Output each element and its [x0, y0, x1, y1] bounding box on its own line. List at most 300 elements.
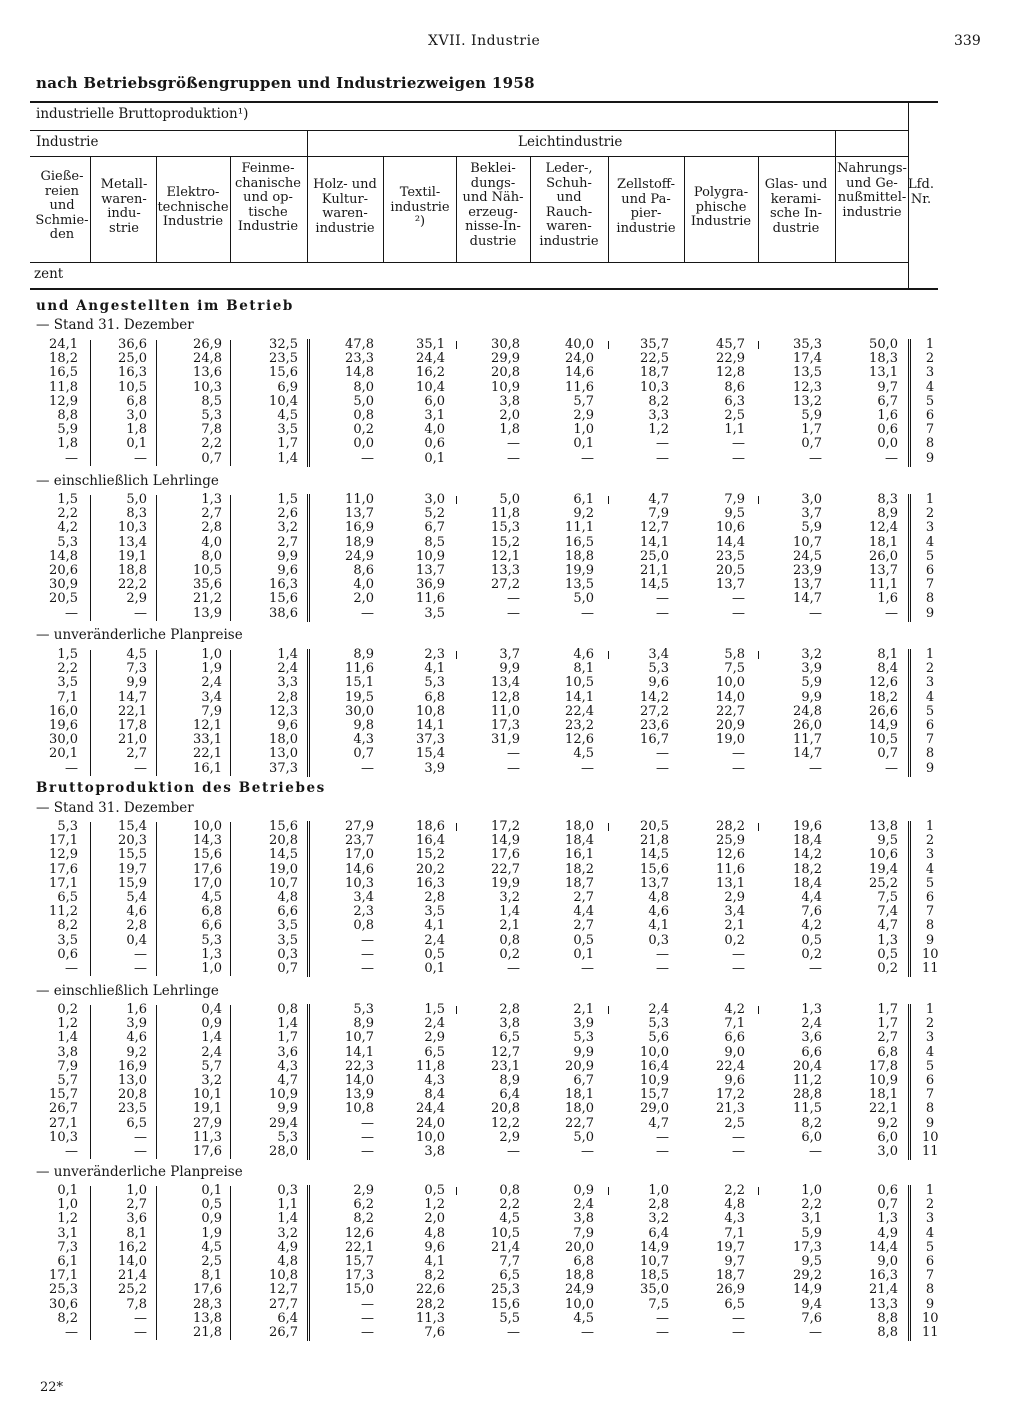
table-cell: 1,0 — [126, 1183, 147, 1198]
table-cell: 22,4 — [565, 703, 594, 719]
row-number: 8 — [925, 746, 935, 762]
table-cell: — — [656, 450, 669, 466]
table-cell: 6,5 — [126, 1115, 147, 1131]
table-cell: 2,0 — [353, 591, 374, 607]
table-cell: 17,6 — [193, 1144, 222, 1159]
table-cell: 4,7 — [648, 1115, 669, 1131]
table-cell: — — [732, 605, 745, 621]
table-cell: 4,7 — [877, 918, 898, 934]
table-cell: 3,4 — [201, 689, 222, 705]
table-cell: 19,1 — [193, 1101, 222, 1117]
table-cell: 23,5 — [716, 548, 745, 564]
table-cell: — — [732, 1129, 745, 1145]
footer-mark: 22* — [40, 1380, 64, 1395]
table-cell: 14,3 — [193, 833, 222, 849]
table-cell: — — [507, 1325, 520, 1340]
table-cell: 20,3 — [118, 833, 147, 849]
table-cell: 14,4 — [716, 534, 745, 550]
table-cell: 0,9 — [201, 1211, 222, 1227]
table-cell: 14,9 — [640, 1239, 669, 1255]
table-cell: 22,5 — [640, 351, 669, 367]
table-cell: 10,9 — [491, 379, 520, 395]
table-cell: 37,3 — [416, 732, 445, 748]
table-cell: — — [361, 946, 374, 962]
table-cell: 5,3 — [648, 661, 669, 677]
table-cell: — — [809, 450, 822, 466]
table-cell: 5,4 — [126, 890, 147, 905]
table-cell: 18,3 — [869, 351, 898, 367]
table-row — [0, 395, 1024, 409]
table-cell: 3,8 — [424, 1144, 445, 1159]
table-cell: — — [134, 946, 147, 962]
table-cell: 17,8 — [118, 718, 147, 733]
table-cell: 6,7 — [424, 520, 445, 536]
table-cell: — — [134, 1144, 147, 1159]
table-cell: 10,5 — [565, 675, 594, 691]
table-cell: 2,8 — [201, 520, 222, 536]
table-cell: 3,5 — [277, 422, 298, 438]
table-cell: 3,2 — [277, 520, 298, 536]
table-cell: — — [507, 436, 520, 452]
table-cell: 2,7 — [201, 506, 222, 522]
table-cell: 25,3 — [49, 1282, 78, 1298]
table-row — [0, 1227, 1024, 1241]
table-cell: 8,3 — [126, 506, 147, 522]
table-cell: 0,0 — [877, 436, 898, 452]
table-cell: 14,7 — [793, 591, 822, 607]
table-cell: 8,2 — [353, 1211, 374, 1227]
row-number: 7 — [925, 1268, 935, 1284]
table-cell: 13,4 — [491, 675, 520, 691]
table-cell: 26,7 — [49, 1101, 78, 1117]
table-cell: 8,1 — [573, 661, 594, 677]
table-cell: 13,5 — [793, 365, 822, 381]
table-cell: 0,5 — [424, 1183, 445, 1198]
table-cell: 18,0 — [565, 819, 594, 834]
table-row — [0, 1088, 1024, 1102]
table-row — [0, 705, 1024, 719]
table-cell: 30,8 — [491, 337, 520, 352]
table-cell: 7,8 — [126, 1296, 147, 1312]
table-cell: 5,2 — [424, 506, 445, 522]
table-cell: 4,1 — [424, 661, 445, 677]
table-cell: 10,6 — [716, 520, 745, 536]
table-cell: 18,7 — [716, 1268, 745, 1284]
table-cell: 5,3 — [277, 1129, 298, 1145]
table-cell: 6,5 — [424, 1044, 445, 1060]
table-cell: 17,3 — [793, 1239, 822, 1255]
row-number: 4 — [925, 379, 935, 395]
table-cell: 6,6 — [277, 904, 298, 920]
table-row — [0, 662, 1024, 676]
table-cell: 1,3 — [201, 946, 222, 962]
table-cell: 10,0 — [716, 675, 745, 691]
table-cell: 6,0 — [801, 1129, 822, 1145]
table-cell: 1,2 — [424, 1197, 445, 1213]
table-cell: 1,6 — [126, 1002, 147, 1017]
table-cell: 22,4 — [716, 1058, 745, 1074]
table-row — [0, 648, 1024, 662]
table-cell: 3,9 — [801, 661, 822, 677]
table-cell: 24,1 — [49, 337, 78, 352]
table-cell: 2,9 — [353, 1183, 374, 1198]
row-number: 6 — [925, 1254, 935, 1269]
table-cell: 11,2 — [793, 1073, 822, 1088]
table-cell: 2,9 — [573, 408, 594, 423]
table-cell: 10,1 — [193, 1087, 222, 1103]
table-cell: 6,5 — [499, 1268, 520, 1284]
table-cell: 0,7 — [353, 746, 374, 762]
table-cell: 35,3 — [793, 337, 822, 352]
column-header: Beklei- dungs- und Näh- erzeug- nisse-In- dustrie — [462, 161, 524, 249]
table-row — [0, 536, 1024, 550]
table-cell: 2,2 — [57, 506, 78, 522]
table-cell: 18,2 — [49, 351, 78, 367]
table-cell: 5,3 — [57, 534, 78, 550]
table-cell: 0,4 — [201, 1002, 222, 1017]
table-cell: 26,6 — [869, 703, 898, 719]
table-cell: — — [732, 946, 745, 962]
section-subheading: — einschließlich Lehrlinge — [36, 473, 219, 489]
table-cell: 47,8 — [345, 337, 374, 352]
header-top-label: industrielle Bruttoproduktion¹) — [36, 106, 249, 122]
table-row — [0, 919, 1024, 933]
table-cell: 7,3 — [57, 1239, 78, 1255]
table-cell: 0,7 — [801, 436, 822, 452]
table-cell: 9,6 — [277, 718, 298, 733]
table-cell: 22,1 — [345, 1239, 374, 1255]
table-cell: 10,5 — [193, 563, 222, 578]
table-cell: — — [732, 1325, 745, 1340]
chapter-heading: XVII. Industrie — [428, 33, 541, 49]
table-cell: — — [581, 1325, 594, 1340]
table-cell: 1,4 — [201, 1030, 222, 1046]
table-cell: 3,0 — [877, 1144, 898, 1159]
table-cell: 35,0 — [640, 1282, 669, 1298]
section-heading: Bruttoproduktion des Betriebes — [36, 780, 326, 796]
table-cell: 6,8 — [201, 904, 222, 920]
table-cell: — — [732, 746, 745, 762]
table-cell: 12,2 — [491, 1115, 520, 1131]
table-cell: — — [507, 605, 520, 621]
table-cell: 3,5 — [57, 932, 78, 948]
column-header: Feinme- chanische und op- tische Industrie — [235, 161, 301, 234]
table-cell: 2,7 — [573, 890, 594, 905]
table-cell: 0,6 — [424, 436, 445, 452]
table-cell: 13,5 — [565, 577, 594, 593]
table-row — [0, 1298, 1024, 1312]
table-cell: 20,8 — [491, 365, 520, 381]
table-cell: — — [732, 450, 745, 466]
table-row — [0, 607, 1024, 621]
table-cell: 14,8 — [49, 548, 78, 564]
table-cell: 6,0 — [877, 1129, 898, 1145]
table-cell: 6,6 — [724, 1030, 745, 1046]
page-number: 339 — [954, 33, 981, 49]
table-cell: 2,2 — [801, 1197, 822, 1213]
table-cell: 1,0 — [201, 647, 222, 662]
table-cell: 8,5 — [201, 393, 222, 409]
column-header: Leder-, Schuh- und Rauch- waren- industrie — [539, 161, 599, 249]
table-cell: 10,3 — [345, 875, 374, 891]
table-cell: 14,2 — [793, 847, 822, 863]
table-cell: 20,4 — [793, 1058, 822, 1074]
table-cell: 13,4 — [118, 534, 147, 550]
table-cell: 5,9 — [801, 408, 822, 423]
table-cell: 0,6 — [877, 1183, 898, 1198]
table-cell: 16,9 — [118, 1058, 147, 1074]
table-cell: 0,2 — [57, 1002, 78, 1017]
table-cell: 20,8 — [491, 1101, 520, 1117]
table-cell: 16,3 — [269, 577, 298, 593]
table-cell: 4,0 — [424, 422, 445, 438]
table-cell: 5,5 — [499, 1310, 520, 1326]
table-cell: 4,1 — [648, 918, 669, 934]
table-cell: 6,8 — [573, 1254, 594, 1269]
header-zent-label: zent — [34, 266, 64, 282]
table-cell: 7,7 — [499, 1254, 520, 1269]
table-cell: 35,6 — [193, 577, 222, 593]
table-cell: 37,3 — [269, 760, 298, 776]
row-number: 2 — [925, 1197, 935, 1213]
row-number: 1 — [925, 819, 935, 834]
table-cell: 1,0 — [648, 1183, 669, 1198]
table-row — [0, 1283, 1024, 1297]
table-cell: — — [507, 760, 520, 776]
table-cell: 13,9 — [193, 605, 222, 621]
row-number: 7 — [925, 577, 935, 593]
table-cell: 27,9 — [193, 1115, 222, 1131]
table-cell: 18,6 — [416, 819, 445, 834]
table-cell: 11,0 — [345, 492, 374, 507]
table-cell: 11,7 — [793, 732, 822, 748]
table-cell: 0,1 — [573, 436, 594, 452]
row-number: 2 — [925, 661, 935, 677]
table-cell: 1,0 — [201, 961, 222, 976]
table-cell: 4,8 — [277, 890, 298, 905]
table-cell: 17,6 — [491, 847, 520, 863]
table-cell: 15,1 — [345, 675, 374, 691]
table-cell: 8,2 — [57, 918, 78, 934]
table-cell: 23,5 — [118, 1101, 147, 1117]
table-row — [0, 366, 1024, 380]
table-cell: 25,2 — [118, 1282, 147, 1298]
column-header: Holz- und Kultur- waren- industrie — [313, 177, 377, 236]
table-cell: 18,9 — [345, 534, 374, 550]
table-cell: 10,0 — [416, 1129, 445, 1145]
table-cell: 3,7 — [499, 647, 520, 662]
table-cell: 4,4 — [573, 904, 594, 920]
table-cell: 11,2 — [49, 904, 78, 920]
table-cell: 1,9 — [201, 661, 222, 677]
table-cell: 18,2 — [793, 861, 822, 877]
table-cell: 22,7 — [716, 703, 745, 719]
table-cell: — — [809, 1325, 822, 1340]
row-number: 2 — [925, 506, 935, 522]
table-cell: 29,4 — [269, 1115, 298, 1131]
table-cell: 21,3 — [716, 1101, 745, 1117]
table-cell: 14,0 — [716, 689, 745, 705]
table-row — [0, 592, 1024, 606]
table-cell: — — [732, 961, 745, 976]
table-cell: 22,6 — [416, 1282, 445, 1298]
table-cell: — — [885, 760, 898, 776]
table-cell: 22,1 — [869, 1101, 898, 1117]
table-cell: 17,3 — [345, 1268, 374, 1284]
table-cell: 21,1 — [640, 563, 669, 578]
table-cell: 11,3 — [193, 1129, 222, 1145]
table-cell: 3,1 — [801, 1211, 822, 1227]
table-cell: 9,6 — [277, 563, 298, 578]
table-cell: 3,9 — [573, 1016, 594, 1032]
table-cell: 36,9 — [416, 577, 445, 593]
table-cell: 23,5 — [269, 351, 298, 367]
table-cell: 7,5 — [877, 890, 898, 905]
table-cell: 10,9 — [640, 1073, 669, 1088]
table-cell: 14,5 — [640, 847, 669, 863]
table-cell: 2,5 — [724, 408, 745, 423]
table-cell: 2,3 — [353, 904, 374, 920]
table-cell: 2,8 — [648, 1197, 669, 1213]
table-cell: 8,3 — [877, 492, 898, 507]
table-cell: 9,9 — [277, 1101, 298, 1117]
table-cell: 5,9 — [801, 1225, 822, 1241]
table-cell: — — [581, 961, 594, 976]
table-cell: 9,5 — [801, 1254, 822, 1269]
table-cell: 23,2 — [565, 718, 594, 733]
row-number: 9 — [925, 1115, 935, 1131]
row-number: 10 — [922, 1310, 939, 1326]
table-cell: 0,1 — [201, 1183, 222, 1198]
table-cell: 12,7 — [491, 1044, 520, 1060]
table-cell: — — [361, 760, 374, 776]
table-cell: 25,0 — [118, 351, 147, 367]
table-cell: 6,1 — [57, 1254, 78, 1269]
table-cell: 16,2 — [416, 365, 445, 381]
table-cell: 2,2 — [724, 1183, 745, 1198]
table-cell: 1,2 — [648, 422, 669, 438]
table-cell: 21,2 — [193, 591, 222, 607]
table-cell: 4,6 — [648, 904, 669, 920]
table-cell: 3,5 — [277, 932, 298, 948]
table-cell: 21,0 — [118, 732, 147, 748]
table-row — [0, 452, 1024, 466]
table-cell: 35,1 — [416, 337, 445, 352]
table-cell: 24,0 — [565, 351, 594, 367]
table-row — [0, 905, 1024, 919]
table-row — [0, 1255, 1024, 1269]
table-row — [0, 1102, 1024, 1116]
table-cell: 22,9 — [716, 351, 745, 367]
table-cell: 2,8 — [499, 1002, 520, 1017]
table-cell: — — [581, 605, 594, 621]
table-cell: 27,2 — [491, 577, 520, 593]
table-cell: 9,2 — [573, 506, 594, 522]
table-cell: 12,1 — [193, 718, 222, 733]
table-cell: — — [361, 1144, 374, 1159]
table-row — [0, 676, 1024, 690]
table-cell: 2,4 — [424, 932, 445, 948]
table-cell: — — [507, 450, 520, 466]
table-cell: 4,3 — [424, 1073, 445, 1088]
table-row — [0, 437, 1024, 451]
table-cell: 5,7 — [573, 393, 594, 409]
table-cell: 14,5 — [269, 847, 298, 863]
table-cell: 18,1 — [869, 1087, 898, 1103]
table-cell: 1,8 — [126, 422, 147, 438]
table-cell: 5,6 — [648, 1030, 669, 1046]
table-cell: 18,7 — [640, 365, 669, 381]
table-cell: 12,7 — [640, 520, 669, 536]
table-cell: 11,6 — [416, 591, 445, 607]
table-cell: 7,1 — [724, 1225, 745, 1241]
table-cell: 17,0 — [345, 847, 374, 863]
table-cell: 8,4 — [877, 661, 898, 677]
table-cell: 0,6 — [877, 422, 898, 438]
table-cell: 16,3 — [869, 1268, 898, 1284]
table-cell: — — [656, 436, 669, 452]
table-cell: 13,9 — [345, 1087, 374, 1103]
table-cell: 4,8 — [724, 1197, 745, 1213]
row-number: 5 — [925, 1058, 935, 1074]
table-cell: 2,1 — [499, 918, 520, 934]
table-cell: 21,4 — [118, 1268, 147, 1284]
table-cell: 16,4 — [416, 833, 445, 849]
table-cell: 2,7 — [126, 746, 147, 762]
table-cell: 1,4 — [277, 1211, 298, 1227]
section-subheading: — Stand 31. Dezember — [36, 317, 194, 333]
table-cell: — — [361, 961, 374, 976]
header-leichtindustrie-label: Leichtindustrie — [518, 134, 623, 150]
table-cell: 3,2 — [801, 647, 822, 662]
table-cell: 17,2 — [716, 1087, 745, 1103]
table-cell: 10,8 — [345, 1101, 374, 1117]
table-cell: 15,3 — [491, 520, 520, 536]
row-number: 8 — [925, 591, 935, 607]
table-cell: 7,5 — [724, 661, 745, 677]
table-cell: 4,6 — [126, 904, 147, 920]
table-cell: 9,9 — [499, 661, 520, 677]
table-cell: 4,2 — [801, 918, 822, 934]
row-number: 1 — [925, 1183, 935, 1198]
table-cell: — — [656, 1325, 669, 1340]
table-cell: 15,6 — [491, 1296, 520, 1312]
row-number: 10 — [922, 1129, 939, 1145]
table-cell: 0,7 — [877, 1197, 898, 1213]
table-cell: 8,8 — [877, 1325, 898, 1340]
table-cell: 14,1 — [416, 718, 445, 733]
table-cell: 7,6 — [424, 1325, 445, 1340]
table-cell: 20,2 — [416, 861, 445, 877]
row-number: 3 — [925, 675, 935, 691]
table-row — [0, 423, 1024, 437]
table-row — [0, 1198, 1024, 1212]
table-cell: 10,4 — [269, 393, 298, 409]
table-cell: 2,5 — [724, 1115, 745, 1131]
table-cell: 19,9 — [491, 875, 520, 891]
table-cell: 7,9 — [201, 703, 222, 719]
table-cell: 3,2 — [499, 890, 520, 905]
table-cell: 18,4 — [565, 833, 594, 849]
table-cell: 5,0 — [499, 492, 520, 507]
table-cell: 8,9 — [353, 1016, 374, 1032]
row-number: 3 — [925, 1030, 935, 1046]
table-cell: 1,4 — [57, 1030, 78, 1046]
table-cell: 5,7 — [201, 1058, 222, 1074]
row-number: 6 — [925, 408, 935, 423]
table-cell: 8,2 — [57, 1310, 78, 1326]
header-lfd-nr: Lfd. Nr. — [908, 177, 934, 207]
